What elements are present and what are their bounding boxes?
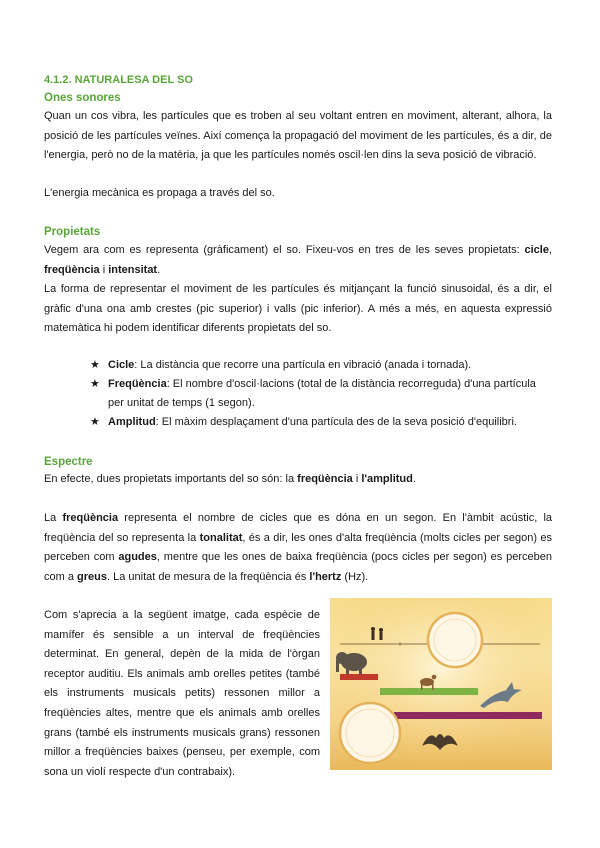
list-item-amplitud: ★ Amplitud: El màxim desplaçament d'una partícula des de la seva posició d'equilibri. (90, 413, 552, 432)
espectre-paragraph-3: Com s'aprecia a la següent imatge, cada espècie de mamífer és sensible a un interval de freqüències determinat. En general, depèn de la mida de l'òrgan receptor auditiu. Els animals amb orelles petites (també els instruments musicals petits) ressonen millor a freqüències altes, mentre que els animals amb orelles grans (també els instruments musicals grans) ressonen millor a freqüències baixes (penseu, per exemple, com sona un violí respecte d'un contrabaix). (44, 609, 320, 778)
hearing-circle-bottom (340, 703, 400, 763)
star-bullet-icon: ★ (90, 378, 100, 390)
propietats-paragraph-2: La forma de representar el moviment de les partícules és mitjançant la funció sinusoidal, és a dir, el gràfic d'una ona amb crestes (pic superior) i valls (pic inferior). A més a més, en aquesta expressió matemàtica hi podem identificar diferents propietats del so. (44, 283, 552, 334)
range-bar-red (340, 674, 378, 680)
propietats-paragraph-1: Vegem ara com es representa (gràficament) el so. Fixeu-vos en tres de les seves propietats: cicle, freqüència i intensitat. (44, 244, 552, 276)
star-bullet-icon: ★ (90, 359, 100, 371)
hearing-range-illustration (330, 598, 552, 770)
properties-list (90, 356, 552, 432)
list-item-cicle: ★ Cicle: La distància que recorre una partícula en vibració (anada i tornada). (90, 356, 552, 375)
list-item-frequencia: ★ Freqüència: El nombre d'oscil·lacions (total de la distància recorreguda) d'una partícula per unitat de temps (1 segon). (90, 375, 552, 413)
heading-espectre: Espectre (44, 456, 93, 468)
hearing-range-figure (330, 598, 552, 770)
star-bullet-icon: ★ (90, 416, 100, 428)
range-bar-purple (394, 712, 542, 719)
heading-ones-sonores: Ones sonores (44, 92, 121, 104)
espectre-paragraph-2: La freqüència representa el nombre de cicles que es dóna en un segon. En l'àmbit acústic, la freqüència del so representa la tonalitat, és a dir, les ones d'alta freqüència (molts cicles per segon) es perceben com agudes, mentre que les ones de baixa freqüència (pocs cicles per segon) es perceben com a greus. La unitat de mesura de la freqüència és l'hertz (Hz). (44, 512, 553, 583)
ones-paragraph-1: Quan un cos vibra, les partícules que es troben al seu voltant entren en moviment, alterant, alhora, la posició de les partícules veïnes. Així comença la propagació del moviment de les partícules, és a dir, de l'energia, però no de la matèria, ja que les partícules només oscil·len dins la seva posició de vibració. (44, 110, 552, 161)
hearing-circle-top (428, 613, 482, 667)
ones-paragraph-2: L'energia mecànica es propaga a través del so. (44, 187, 275, 199)
section-title: 4.1.2. NATURALESA DEL SO (44, 74, 193, 86)
range-bar-green (380, 688, 478, 695)
heading-propietats: Propietats (44, 226, 101, 238)
espectre-paragraph-1: En efecte, dues propietats importants del so són: la freqüència i l'amplitud. (44, 473, 416, 485)
